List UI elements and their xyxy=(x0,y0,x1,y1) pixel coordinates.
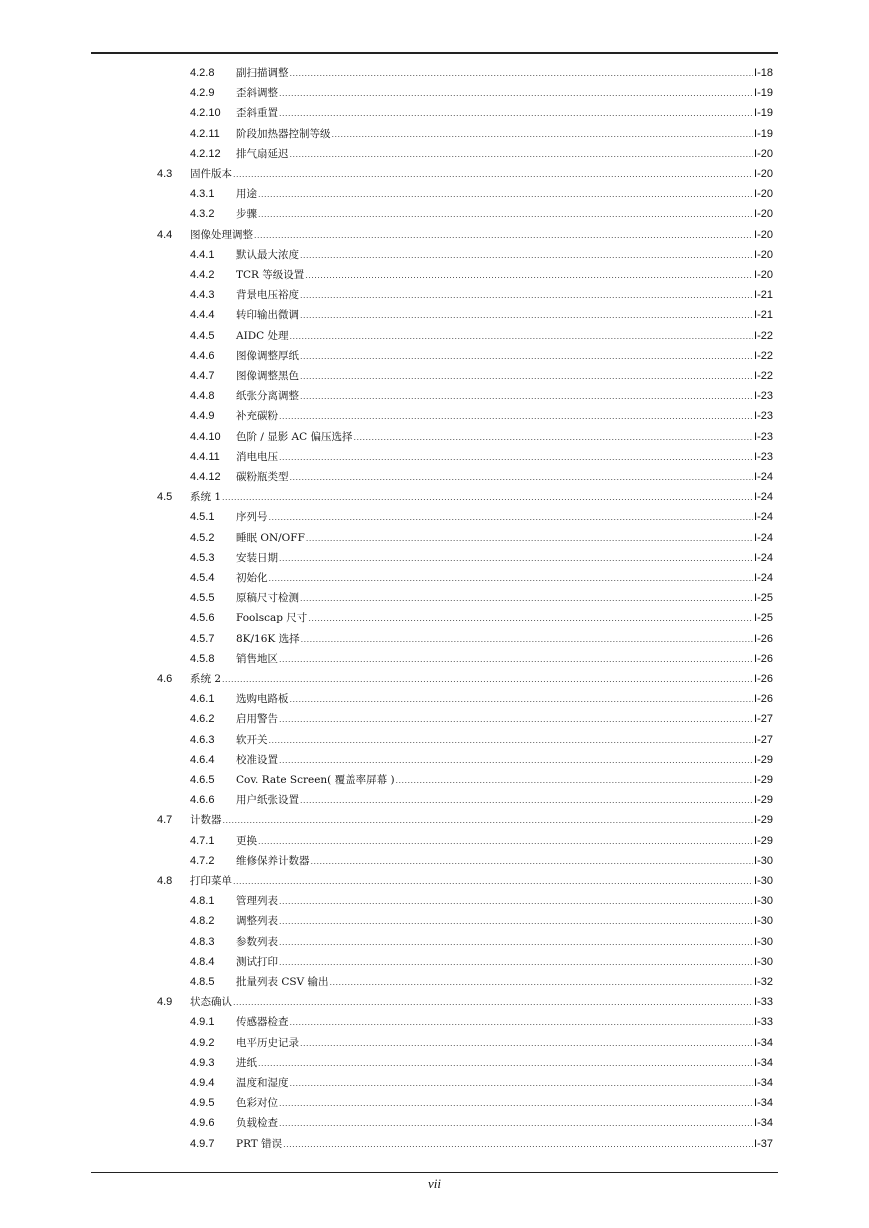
toc-dot-leader xyxy=(279,1093,753,1113)
toc-entry-title: 原稿尺寸检测 xyxy=(236,592,299,605)
toc-dot-leader xyxy=(290,326,754,346)
toc-subsection-entry[interactable] xyxy=(190,588,773,608)
toc-entry-title: 歪斜调整 xyxy=(236,87,278,100)
toc-entry-title: 测试打印 xyxy=(236,955,278,968)
toc-entry-number: 4.7.1 xyxy=(190,834,215,847)
toc-entry-number: 4.6.6 xyxy=(190,794,215,807)
toc-entry-number: 4.4.10 xyxy=(190,430,221,443)
toc-entry-page: I-26 xyxy=(754,632,773,645)
toc-dot-leader xyxy=(311,851,754,871)
toc-entry-page: I-25 xyxy=(754,612,773,625)
toc-subsection-entry[interactable] xyxy=(190,952,773,972)
toc-entry-page: I-18 xyxy=(754,67,773,79)
toc-subsection-entry[interactable] xyxy=(190,1113,773,1133)
toc-entry-page: I-19 xyxy=(754,127,773,140)
toc-dot-leader xyxy=(258,184,753,204)
toc-subsection-entry[interactable] xyxy=(190,427,773,447)
toc-entry-page: I-30 xyxy=(754,955,773,968)
toc-entry-number: 4.5.4 xyxy=(190,572,215,584)
toc-dot-leader xyxy=(258,831,753,851)
toc-entry-title: 纸张分离调整 xyxy=(236,390,299,403)
toc-section-entry[interactable] xyxy=(157,164,773,184)
toc-dot-leader xyxy=(279,406,753,426)
toc-entry-number: 4.8.2 xyxy=(190,915,215,928)
toc-entry-page: I-20 xyxy=(754,147,773,160)
toc-dot-leader xyxy=(301,629,753,649)
toc-dot-leader xyxy=(279,447,753,467)
toc-entry-title: 调整列表 xyxy=(236,915,278,928)
toc-subsection-entry[interactable] xyxy=(190,507,773,527)
toc-entry-title: 批量列表 CSV 输出 xyxy=(236,976,329,988)
toc-entry-number: 4.5.3 xyxy=(190,551,215,564)
toc-subsection-entry[interactable] xyxy=(190,528,773,548)
toc-entry-page: I-34 xyxy=(754,1056,773,1069)
toc-entry-title: 更换 xyxy=(236,834,257,847)
toc-dot-leader xyxy=(300,1033,753,1053)
toc-entry-number: 4.8.1 xyxy=(190,895,215,908)
toc-dot-leader xyxy=(269,568,754,588)
toc-entry-title: 背景电压裕度 xyxy=(236,289,299,302)
toc-entry-number: 4.2.9 xyxy=(190,87,215,100)
toc-entry-title: 副扫描调整 xyxy=(236,67,289,79)
toc-entry-title: 8K/16K 选择 xyxy=(236,632,300,645)
toc-dot-leader xyxy=(290,63,754,83)
toc-dot-leader xyxy=(279,932,753,952)
toc-subsection-entry[interactable] xyxy=(190,366,773,386)
toc-entry-title: 系统 2 xyxy=(190,673,222,685)
toc-entry-page: I-20 xyxy=(754,269,773,281)
toc-entry-page: I-20 xyxy=(754,208,773,221)
toc-entry-title: Cov. Rate Screen( 覆盖率屏幕 ) xyxy=(236,774,395,786)
toc-entry-page: I-20 xyxy=(754,168,773,180)
toc-entry-page: I-34 xyxy=(754,1097,773,1110)
toc-subsection-entry[interactable] xyxy=(190,1033,773,1053)
toc-entry-title: 状态确认 xyxy=(190,996,232,1009)
toc-entry-number: 4.9.4 xyxy=(190,1077,215,1089)
toc-entry-page: I-22 xyxy=(754,349,773,362)
toc-dot-leader xyxy=(330,972,754,992)
toc-entry-page: I-30 xyxy=(754,915,773,928)
toc-dot-leader xyxy=(290,467,754,487)
toc-entry-title: 用户纸张设置 xyxy=(236,794,299,807)
toc-entry-page: I-34 xyxy=(754,1077,773,1089)
toc-entry-number: 4.3 xyxy=(157,168,173,180)
toc-entry-number: 4.8.5 xyxy=(190,976,215,988)
toc-dot-leader xyxy=(279,548,753,568)
toc-subsection-entry[interactable] xyxy=(190,265,773,285)
toc-entry-number: 4.2.8 xyxy=(190,67,215,79)
toc-entry-number: 4.2.10 xyxy=(190,107,221,120)
toc-entry-number: 4.8.3 xyxy=(190,935,215,948)
toc-dot-leader xyxy=(279,952,753,972)
toc-section-entry[interactable] xyxy=(157,225,773,245)
toc-entry-page: I-19 xyxy=(754,87,773,100)
toc-entry-page: I-37 xyxy=(754,1137,773,1150)
toc-entry-page: I-34 xyxy=(754,1036,773,1049)
toc-entry-page: I-23 xyxy=(754,450,773,463)
toc-entry-page: I-21 xyxy=(754,309,773,322)
toc-entry-number: 4.4.9 xyxy=(190,410,215,423)
toc-entry-number: 4.4.7 xyxy=(190,370,215,382)
toc-entry-page: I-30 xyxy=(754,935,773,948)
toc-subsection-entry[interactable] xyxy=(190,467,773,487)
toc-entry-page: I-26 xyxy=(754,673,773,685)
toc-entry-title: 歪斜重置 xyxy=(236,107,278,120)
toc-dot-leader xyxy=(279,649,753,669)
toc-dot-leader xyxy=(300,386,753,406)
toc-entry-page: I-29 xyxy=(754,834,773,847)
toc-section-entry[interactable] xyxy=(157,810,773,830)
toc-subsection-entry[interactable] xyxy=(190,932,773,952)
toc-entry-number: 4.6.4 xyxy=(190,753,215,766)
toc-entry-title: 进纸 xyxy=(236,1056,257,1069)
toc-entry-number: 4.6.3 xyxy=(190,733,215,746)
toc-dot-leader xyxy=(279,891,753,911)
toc-subsection-entry[interactable] xyxy=(190,204,773,224)
toc-entry-number: 4.9.7 xyxy=(190,1137,215,1150)
toc-entry-title: 启用警告 xyxy=(236,713,278,726)
toc-entry-number: 4.3.1 xyxy=(190,188,215,201)
toc-entry-title: 系统 1 xyxy=(190,491,222,504)
toc-dot-leader xyxy=(233,164,753,184)
toc-entry-title: 安装日期 xyxy=(236,551,278,564)
toc-entry-page: I-27 xyxy=(754,713,773,726)
toc-entry-number: 4.3.2 xyxy=(190,208,215,221)
toc-entry-title: TCR 等级设置 xyxy=(236,269,305,281)
toc-subsection-entry[interactable] xyxy=(190,831,773,851)
toc-subsection-entry[interactable] xyxy=(190,629,773,649)
toc-dot-leader xyxy=(223,810,754,830)
toc-subsection-entry[interactable] xyxy=(190,568,773,588)
toc-entry-page: I-30 xyxy=(754,895,773,908)
toc-entry-page: I-22 xyxy=(754,370,773,382)
toc-entry-title: 补充碳粉 xyxy=(236,410,278,423)
toc-entry-number: 4.5.7 xyxy=(190,632,215,645)
toc-entry-page: I-23 xyxy=(754,410,773,423)
toc-entry-number: 4.4.6 xyxy=(190,349,215,362)
toc-entry-page: I-21 xyxy=(754,289,773,302)
toc-entry-title: 计数器 xyxy=(190,814,222,827)
toc-subsection-entry[interactable] xyxy=(190,83,773,103)
toc-entry-title: 参数列表 xyxy=(236,935,278,948)
toc-subsection-entry[interactable] xyxy=(190,689,773,709)
toc-entry-number: 4.4.3 xyxy=(190,289,215,302)
toc-entry-page: I-26 xyxy=(754,693,773,706)
toc-dot-leader xyxy=(283,1134,753,1154)
toc-dot-leader xyxy=(290,144,754,164)
toc-entry-title: 电平历史记录 xyxy=(236,1036,299,1049)
toc-entry-page: I-29 xyxy=(754,794,773,807)
toc-entry-number: 4.9.3 xyxy=(190,1056,215,1069)
toc-dot-leader xyxy=(279,709,753,729)
toc-subsection-entry[interactable] xyxy=(190,124,773,144)
top-rule xyxy=(91,52,778,54)
toc-dot-leader xyxy=(222,669,753,689)
toc-subsection-entry[interactable] xyxy=(190,1053,773,1073)
toc-dot-leader xyxy=(300,245,753,265)
toc-subsection-entry[interactable] xyxy=(190,1093,773,1113)
toc-dot-leader xyxy=(306,528,753,548)
toc-dot-leader xyxy=(396,770,753,790)
toc-entry-page: I-27 xyxy=(754,733,773,746)
toc-entry-number: 4.6.1 xyxy=(190,693,215,706)
toc-entry-number: 4.5.8 xyxy=(190,652,215,665)
toc-entry-page: I-22 xyxy=(754,329,773,342)
toc-entry-title: 转印输出微调 xyxy=(236,309,299,322)
toc-subsection-entry[interactable] xyxy=(190,144,773,164)
toc-dot-leader xyxy=(233,992,753,1012)
toc-entry-number: 4.6 xyxy=(157,673,173,685)
toc-subsection-entry[interactable] xyxy=(190,103,773,123)
toc-entry-number: 4.4.12 xyxy=(190,471,221,483)
toc-entry-page: I-29 xyxy=(754,774,773,786)
toc-entry-title: 维修保养计数器 xyxy=(236,854,310,867)
toc-entry-number: 4.5.6 xyxy=(190,612,215,625)
toc-entry-page: I-30 xyxy=(754,875,773,887)
toc-entry-title: 软开关 xyxy=(236,733,268,746)
toc-entry-number: 4.2.12 xyxy=(190,147,221,160)
toc-subsection-entry[interactable] xyxy=(190,911,773,931)
toc-dot-leader xyxy=(258,1053,753,1073)
toc-entry-number: 4.4.8 xyxy=(190,390,215,403)
toc-section-entry[interactable] xyxy=(157,669,773,689)
toc-entry-number: 4.9.6 xyxy=(190,1117,215,1130)
bottom-rule xyxy=(91,1172,778,1173)
toc-subsection-entry[interactable] xyxy=(190,891,773,911)
toc-dot-leader xyxy=(290,689,754,709)
toc-entry-page: I-34 xyxy=(754,1117,773,1130)
toc-subsection-entry[interactable] xyxy=(190,972,773,992)
toc-dot-leader xyxy=(300,790,753,810)
toc-entry-page: I-23 xyxy=(754,390,773,403)
toc-dot-leader xyxy=(290,1012,754,1032)
toc-entry-number: 4.4.4 xyxy=(190,309,215,322)
toc-dot-leader xyxy=(279,750,753,770)
toc-subsection-entry[interactable] xyxy=(190,285,773,305)
toc-entry-number: 4.7.2 xyxy=(190,854,215,867)
toc-entry-page: I-24 xyxy=(754,531,773,544)
toc-dot-leader xyxy=(300,366,753,386)
toc-entry-page: I-33 xyxy=(754,1016,773,1029)
toc-subsection-entry[interactable] xyxy=(190,608,773,628)
toc-dot-leader xyxy=(279,103,753,123)
toc-entry-page: I-24 xyxy=(754,551,773,564)
toc-entry-title: 排气扇延迟 xyxy=(236,147,289,160)
toc-entry-number: 4.5.5 xyxy=(190,592,215,605)
toc-section-entry[interactable] xyxy=(157,871,773,891)
toc-entry-number: 4.4 xyxy=(157,228,173,241)
toc-entry-number: 4.5.2 xyxy=(190,531,215,544)
toc-entry-page: I-33 xyxy=(754,996,773,1009)
toc-entry-number: 4.5 xyxy=(157,491,173,504)
toc-entry-page: I-30 xyxy=(754,854,773,867)
toc-subsection-entry[interactable] xyxy=(190,1073,773,1093)
toc-entry-page: I-20 xyxy=(754,248,773,261)
toc-entry-page: I-29 xyxy=(754,814,773,827)
toc-entry-number: 4.8 xyxy=(157,875,173,887)
toc-entry-title: 打印菜单 xyxy=(190,875,232,887)
toc-subsection-entry[interactable] xyxy=(190,730,773,750)
toc-entry-page: I-24 xyxy=(754,572,773,584)
toc-subsection-entry[interactable] xyxy=(190,406,773,426)
toc-entry-page: I-32 xyxy=(754,976,773,988)
toc-entry-number: 4.9.2 xyxy=(190,1036,215,1049)
toc-entry-title: PRT 错误 xyxy=(236,1137,283,1150)
toc-dot-leader xyxy=(233,871,753,891)
toc-dot-leader xyxy=(300,588,753,608)
toc-entry-title: 序列号 xyxy=(236,511,268,524)
toc-entry-page: I-25 xyxy=(754,592,773,605)
toc-entry-page: I-20 xyxy=(754,228,773,241)
toc-subsection-entry[interactable] xyxy=(190,750,773,770)
toc-entry-title: 步骤 xyxy=(236,208,257,221)
toc-subsection-entry[interactable] xyxy=(190,447,773,467)
toc-subsection-entry[interactable] xyxy=(190,1134,773,1154)
toc-dot-leader xyxy=(354,427,754,447)
toc-entry-page: I-23 xyxy=(754,430,773,443)
toc-section-entry[interactable] xyxy=(157,992,773,1012)
toc-dot-leader xyxy=(308,608,753,628)
toc-entry-title: Foolscap 尺寸 xyxy=(236,612,308,625)
toc-entry-page: I-29 xyxy=(754,753,773,766)
toc-entry-number: 4.7 xyxy=(157,814,173,827)
toc-entry-number: 4.2.11 xyxy=(190,127,220,140)
toc-dot-leader xyxy=(222,487,753,507)
toc-dot-leader xyxy=(305,265,753,285)
toc-entry-page: I-24 xyxy=(754,471,773,483)
toc-dot-leader xyxy=(279,1113,753,1133)
toc-entry-title: 温度和湿度 xyxy=(236,1077,289,1089)
toc-entry-number: 4.4.2 xyxy=(190,269,215,281)
toc-subsection-entry[interactable] xyxy=(190,326,773,346)
toc-subsection-entry[interactable] xyxy=(190,386,773,406)
toc-dot-leader xyxy=(258,204,753,224)
toc-subsection-entry[interactable] xyxy=(190,851,773,871)
toc-entry-page: I-20 xyxy=(754,188,773,201)
toc-subsection-entry[interactable] xyxy=(190,770,773,790)
toc-entry-title: 管理列表 xyxy=(236,895,278,908)
toc-entry-number: 4.8.4 xyxy=(190,955,215,968)
toc-subsection-entry[interactable] xyxy=(190,245,773,265)
toc-entry-title: 色阶 / 显影 AC 偏压选择 xyxy=(236,430,353,443)
toc-entry-title: 色彩对位 xyxy=(236,1097,278,1110)
toc-subsection-entry[interactable] xyxy=(190,709,773,729)
toc-entry-title: 初始化 xyxy=(236,572,268,584)
toc-entry-title: 碳粉瓶类型 xyxy=(236,471,289,483)
toc-entry-title: 传感器检查 xyxy=(236,1016,289,1029)
toc-subsection-entry[interactable] xyxy=(190,305,773,325)
toc-entry-number: 4.5.1 xyxy=(190,511,215,524)
toc-dot-leader xyxy=(269,730,754,750)
toc-entry-page: I-24 xyxy=(754,491,773,504)
toc-entry-number: 4.4.11 xyxy=(190,450,220,463)
toc-entry-page: I-26 xyxy=(754,652,773,665)
toc-entry-title: 图像处理调整 xyxy=(190,228,253,241)
toc-subsection-entry[interactable] xyxy=(190,649,773,669)
toc-entry-number: 4.4.5 xyxy=(190,329,215,342)
toc-entry-title: 图像调整厚纸 xyxy=(236,349,299,362)
toc-subsection-entry[interactable] xyxy=(190,63,773,83)
toc-dot-leader xyxy=(300,346,753,366)
toc-dot-leader xyxy=(254,225,753,245)
toc-entry-title: 校准设置 xyxy=(236,753,278,766)
toc-section-entry[interactable] xyxy=(157,487,773,507)
toc-entry-number: 4.4.1 xyxy=(190,248,215,261)
toc-entry-number: 4.9.1 xyxy=(190,1016,215,1029)
toc-entry-title: 默认最大浓度 xyxy=(236,248,299,261)
toc-entry-title: 睡眠 ON/OFF xyxy=(236,531,305,544)
page-number: vii xyxy=(428,1176,441,1191)
toc-subsection-entry[interactable] xyxy=(190,346,773,366)
toc-entry-number: 4.6.2 xyxy=(190,713,215,726)
toc-entry-title: 负载检查 xyxy=(236,1117,278,1130)
toc-entry-title: 阶段加热器控制等级 xyxy=(236,127,331,140)
toc-subsection-entry[interactable] xyxy=(190,790,773,810)
toc-entry-title: AIDC 处理 xyxy=(236,329,289,342)
toc-dot-leader xyxy=(300,285,753,305)
toc-entry-title: 固件版本 xyxy=(190,168,232,180)
toc-entry-title: 用途 xyxy=(236,188,257,201)
toc-entry-title: 图像调整黑色 xyxy=(236,370,299,382)
toc-dot-leader xyxy=(269,507,754,527)
toc-dot-leader xyxy=(300,305,753,325)
toc-subsection-entry[interactable] xyxy=(190,548,773,568)
toc-dot-leader xyxy=(279,911,753,931)
toc-entry-title: 选购电路板 xyxy=(236,693,289,706)
toc-dot-leader xyxy=(332,124,754,144)
toc-entry-title: 消电电压 xyxy=(236,450,278,463)
toc-entry-page: I-19 xyxy=(754,107,773,120)
toc-dot-leader xyxy=(279,83,753,103)
toc-entry-number: 4.6.5 xyxy=(190,774,215,786)
toc-entry-title: 销售地区 xyxy=(236,652,278,665)
toc-entry-number: 4.9 xyxy=(157,996,173,1009)
toc-subsection-entry[interactable] xyxy=(190,1012,773,1032)
toc-entry-number: 4.9.5 xyxy=(190,1097,215,1110)
toc-entry-page: I-24 xyxy=(754,511,773,524)
toc-dot-leader xyxy=(290,1073,754,1093)
toc-subsection-entry[interactable] xyxy=(190,184,773,204)
